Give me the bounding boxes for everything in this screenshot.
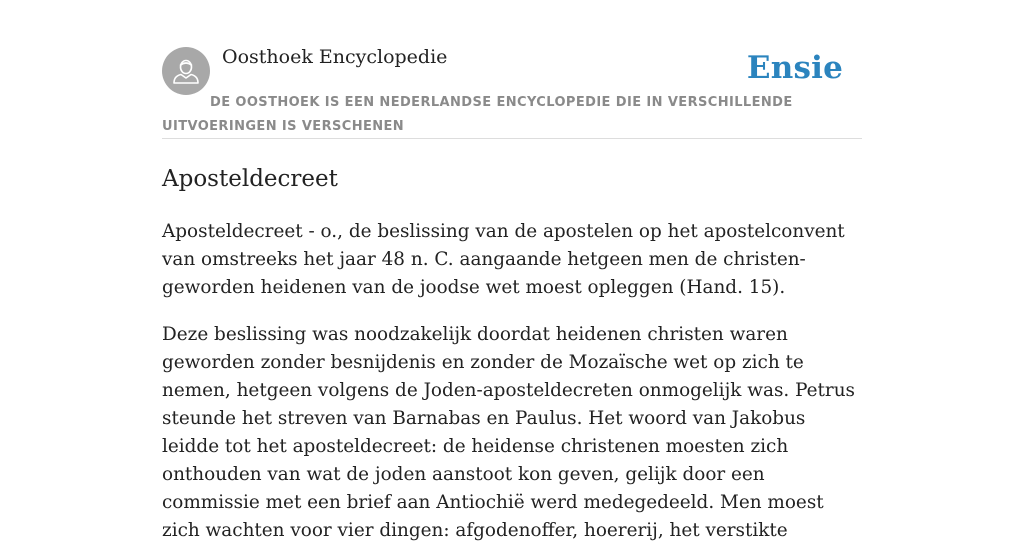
brand-logo-link[interactable]: Ensie <box>746 50 843 86</box>
user-silhouette-icon[interactable] <box>162 47 210 95</box>
article-paragraph: Aposteldecreet - o., de beslissing van de apostelen op het apostelconvent van omstreeks het jaar 48 n. C. aangaande hetgeen men de christen-geworden heidenen van de joodse wet moest opleggen (Hand. 15). <box>162 221 845 298</box>
site-title-link[interactable]: Oosthoek Encyclopedie <box>222 46 448 68</box>
page-container <box>162 0 862 545</box>
article-paragraph: Deze beslissing was noodzakelijk doordat heidenen christen waren geworden zonder besnijdenis en zonder de Mozaïsche wet op zich te nemen, hetgeen volgens de Joden-aposteldecreten onmogelijk was. Petrus steunde het streven van Barnabas en Paulus. Het woord van Jakobus leidde tot het aposteldecreet: de heidense christenen moesten zich onthouden van wat de joden aanstoot kon geven, gelijk door een commissie met een brief aan Antiochië werd medegedeeld. Men moest zich wachten voor vier dingen: afgodenoffer, hoererij, het verstikte <box>162 324 855 541</box>
site-tagline: DE OOSTHOEK IS EEN NEDERLANDSE ENCYCLOPEDIE DIE IN VERSCHILLENDE UITVOERINGEN IS VERSCHENEN <box>162 95 793 134</box>
article-title: Aposteldecreet <box>162 166 338 192</box>
site-header <box>162 0 862 139</box>
